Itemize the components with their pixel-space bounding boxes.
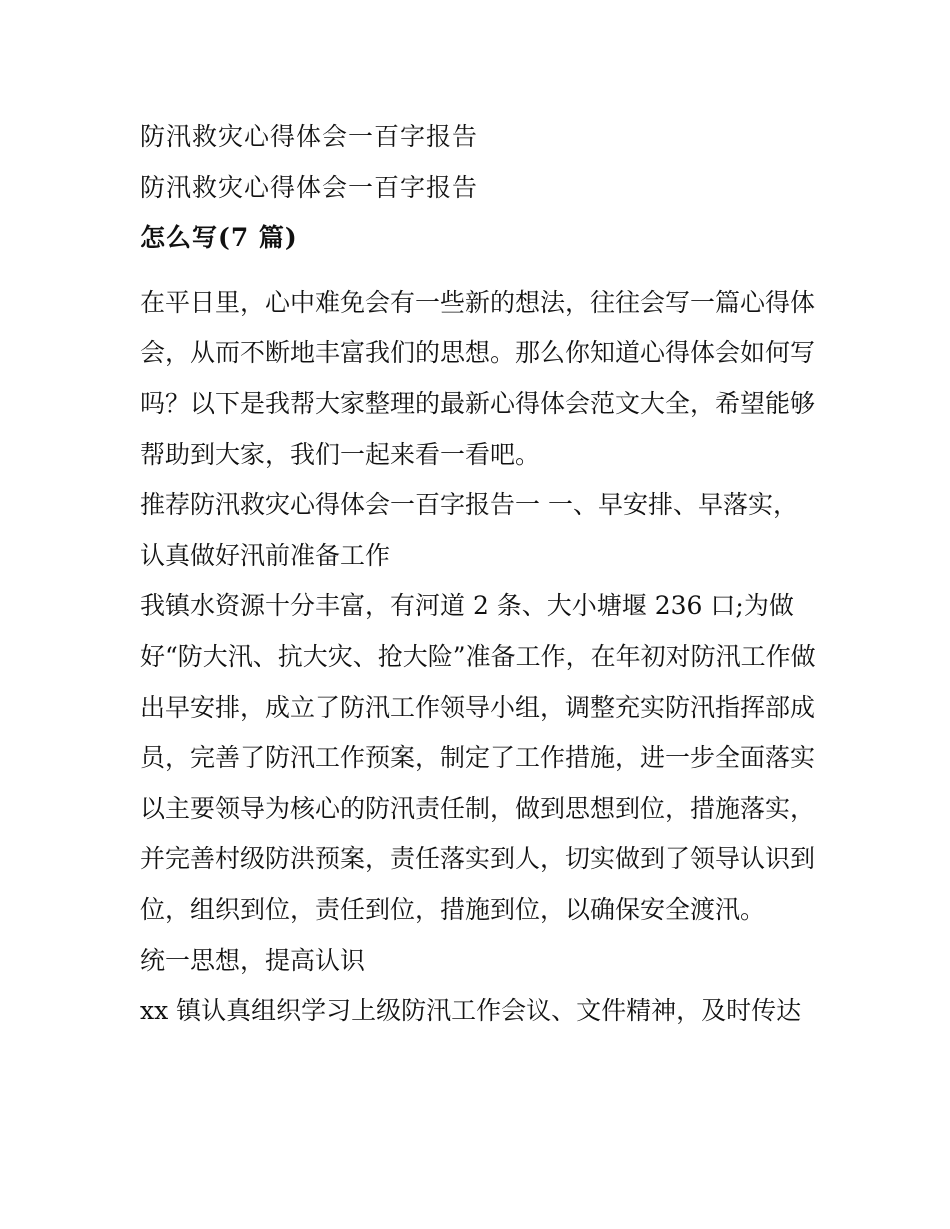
document-title bbox=[140, 112, 820, 264]
body-line-13: 位，组织到位，责任到位，措施到位，以确保安全渡汛。 bbox=[140, 894, 766, 924]
body-line-2: 会，从而不断地丰富我们的思想。那么你知道心得体会如何写 bbox=[140, 338, 816, 368]
body-line-14: 统一思想，提高认识 bbox=[140, 945, 366, 975]
title-line-3: 怎么写(7 篇) bbox=[140, 223, 298, 253]
body-line-11: 以主要领导为核心的防汛责任制，做到思想到位，措施落实， bbox=[140, 793, 816, 823]
body-line-3: 吗？以下是我帮大家整理的最新心得体会范文大全，希望能够 bbox=[140, 388, 816, 418]
body-line-9: 出早安排，成立了防汛工作领导小组，调整充实防汛指挥部成 bbox=[140, 692, 816, 722]
title-line-2: 防汛救灾心得体会一百字报告 bbox=[140, 172, 479, 202]
body-line-15: xx 镇认真组织学习上级防汛工作会议、文件精神，及时传达 bbox=[140, 996, 802, 1026]
body-line-6: 认真做好汛前准备工作 bbox=[140, 540, 391, 570]
document-body bbox=[140, 278, 820, 1037]
document-page bbox=[140, 112, 820, 1037]
body-line-8: 好“防大汛、抗大灾、抢大险”准备工作，在年初对防汛工作做 bbox=[140, 641, 816, 671]
body-line-12: 并完善村级防洪预案，责任落实到人，切实做到了领导认识到 bbox=[140, 844, 816, 874]
body-line-7: 我镇水资源十分丰富，有河道 2 条、大小塘堰 236 口;为做 bbox=[140, 591, 794, 621]
body-line-5: 推荐防汛救灾心得体会一百字报告一 一、早安排、早落实， bbox=[140, 490, 798, 520]
body-line-1: 在平日里，心中难免会有一些新的想法，往往会写一篇心得体 bbox=[140, 287, 816, 317]
body-line-10: 员，完善了防汛工作预案，制定了工作措施，进一步全面落实 bbox=[140, 743, 816, 773]
body-line-4: 帮助到大家，我们一起来看一看吧。 bbox=[140, 439, 541, 469]
title-line-1: 防汛救灾心得体会一百字报告 bbox=[140, 122, 479, 151]
